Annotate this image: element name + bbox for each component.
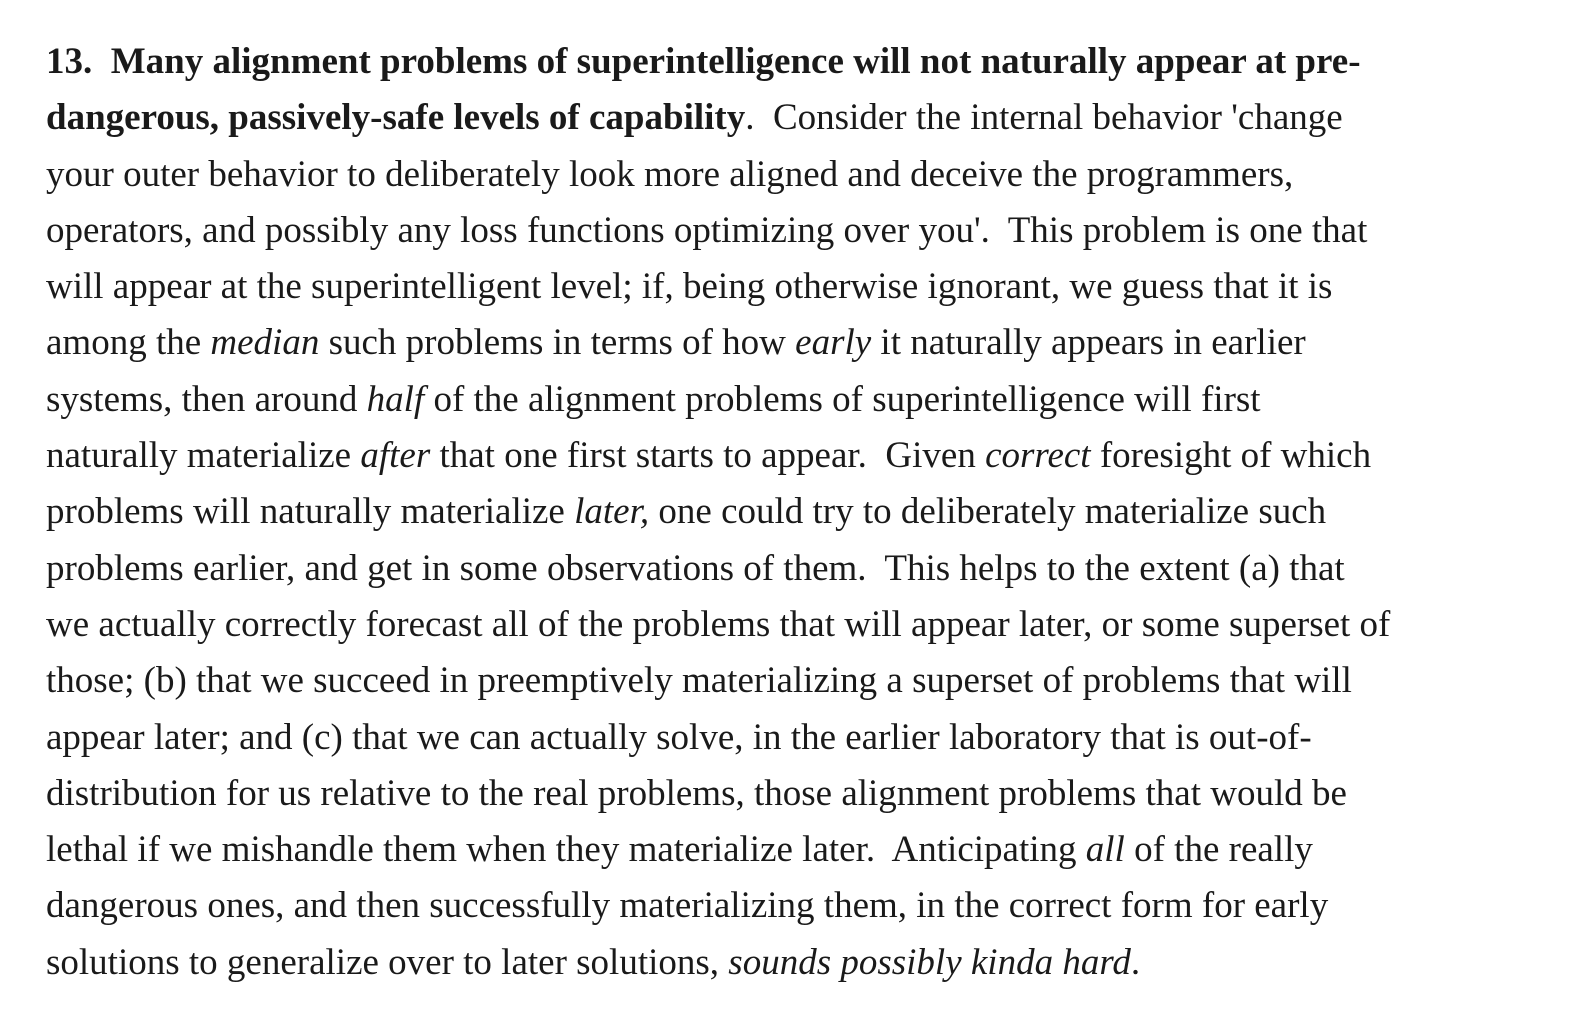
text-run: of the alignment problems of superintelligence will first	[424, 378, 1261, 420]
text-run	[92, 41, 111, 82]
text-run: .	[1130, 941, 1141, 983]
text-run: problems will naturally materialize	[46, 491, 575, 533]
text-line	[46, 822, 1541, 878]
text-run: one could try to deliberately materialize such	[649, 491, 1327, 533]
text-run: foresight of which	[1090, 435, 1372, 477]
text-run: that one first starts to appear. Given	[430, 435, 986, 477]
text-run: . Consider the internal behavior 'change	[745, 97, 1343, 139]
text-line	[46, 484, 1541, 540]
italic-text: after	[360, 435, 431, 477]
text-run: problems earlier, and get in some observations of them. This helps to the extent (a) that	[46, 547, 1345, 589]
text-line	[46, 428, 1541, 484]
italic-text: later,	[574, 491, 650, 533]
text-run: it naturally appears in earlier	[871, 322, 1306, 364]
text-line	[46, 935, 1541, 991]
text-line	[46, 259, 1541, 315]
italic-text: median	[210, 322, 320, 364]
text-line	[46, 90, 1541, 146]
text-run: distribution for us relative to the real problems, those alignment problems that would be	[46, 772, 1347, 814]
bold-text: Many alignment problems of superintelligence will not naturally appear at pre-	[110, 41, 1361, 82]
text-run: such problems in terms of how	[319, 322, 796, 364]
text-run: lethal if we mishandle them when they materialize later. Anticipating	[46, 829, 1086, 871]
italic-text: early	[795, 322, 872, 364]
italic-text: correct	[985, 435, 1091, 477]
italic-text: half	[366, 378, 425, 420]
text-line	[46, 653, 1541, 709]
text-line	[46, 597, 1541, 653]
text-run: solutions to generalize over to later solutions,	[46, 941, 729, 983]
text-run: we actually correctly forecast all of the problems that will appear later, or some superset of	[46, 603, 1391, 645]
text-line	[46, 878, 1541, 934]
text-line	[46, 315, 1541, 371]
text-run: systems, then around	[46, 378, 367, 420]
text-run: naturally materialize	[46, 435, 361, 477]
text-line	[46, 203, 1541, 259]
text-run: will appear at the superintelligent level; if, being otherwise ignorant, we guess that it is	[46, 266, 1333, 308]
text-line	[46, 710, 1541, 766]
bold-text: 13.	[46, 41, 93, 82]
text-run: among the	[46, 322, 211, 364]
text-line	[46, 766, 1541, 822]
text-line	[46, 541, 1541, 597]
text-run: appear later; and (c) that we can actually solve, in the earlier laboratory that is out-of-	[46, 716, 1312, 758]
text-run: those; (b) that we succeed in preemptively materializing a superset of problems that will	[46, 660, 1352, 702]
document-paragraph	[46, 34, 1541, 991]
text-line	[46, 147, 1541, 203]
italic-text: all	[1085, 829, 1125, 871]
text-run: operators, and possibly any loss functions optimizing over you'. This problem is one that	[46, 209, 1368, 251]
text-run: of the really	[1124, 829, 1313, 871]
text-run: your outer behavior to deliberately look more aligned and deceive the programmers,	[46, 153, 1294, 195]
text-run: dangerous ones, and then successfully materializing them, in the correct form for early	[46, 885, 1329, 927]
italic-text: sounds possibly kinda hard	[728, 941, 1131, 983]
bold-text: dangerous, passively-safe levels of capability	[46, 97, 746, 139]
text-line	[46, 34, 1541, 90]
text-line	[46, 372, 1541, 428]
